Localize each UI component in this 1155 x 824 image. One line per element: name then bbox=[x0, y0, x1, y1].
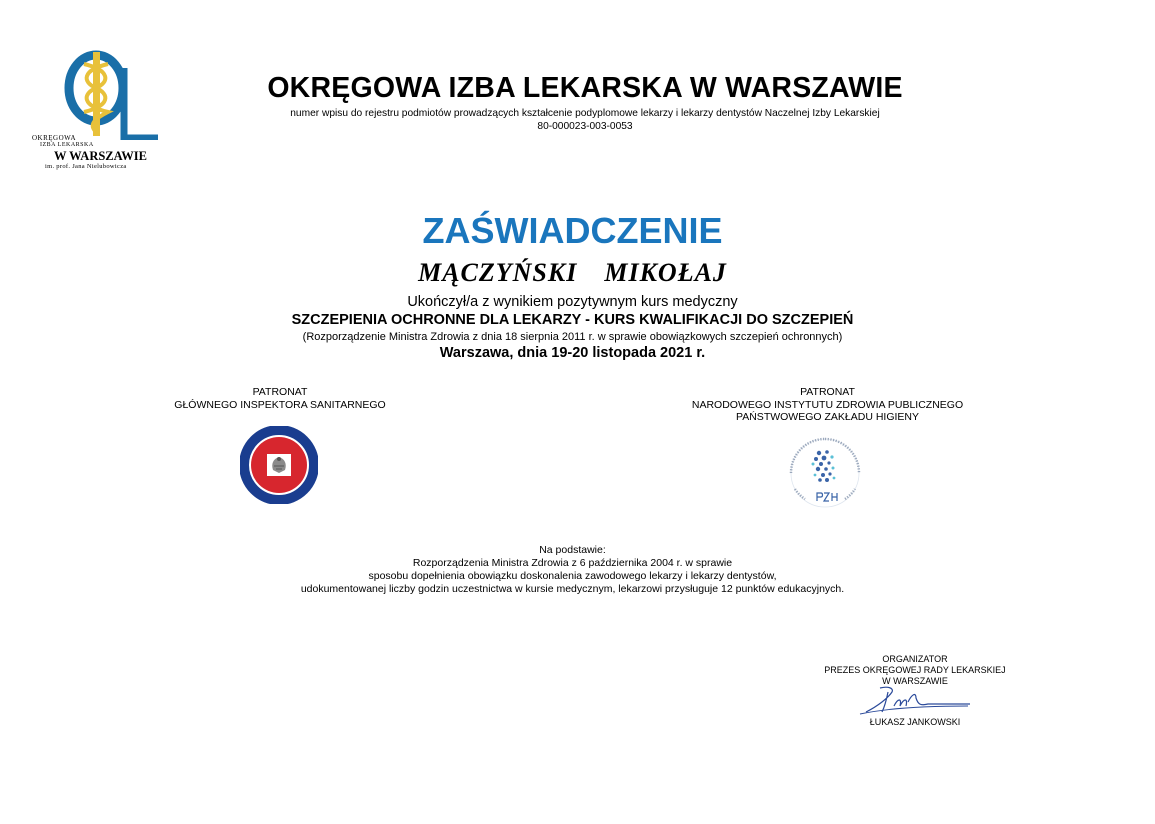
patron-right-name-2: PAŃSTWOWEGO ZAKŁADU HIGIENY bbox=[736, 411, 919, 423]
sanitary-inspection-seal bbox=[240, 426, 318, 504]
registry-line: numer wpisu do rejestru podmiotów prowadzących kształcenie podyplomowe lekarzy i lekarzy dentystów Naczelnej Izby Lekarskiej bbox=[290, 108, 880, 119]
organizer-label: ORGANIZATOR bbox=[882, 654, 948, 664]
legal-basis bbox=[200, 544, 945, 596]
logo-text-line4: im. prof. Jana Nielubowicza bbox=[45, 163, 127, 170]
chamber-logo bbox=[32, 50, 170, 175]
logo-text-line2: IZBA LEKARSKA bbox=[40, 142, 94, 148]
organizer-block bbox=[790, 654, 1040, 687]
completion-statement: Ukończył/a z wynikiem pozytywnym kurs medyczny bbox=[407, 294, 738, 310]
patron-left bbox=[130, 386, 430, 411]
recipient-name: MĄCZYŃSKI MIKOŁAJ bbox=[418, 258, 727, 287]
registry-number: 80-000023-003-0053 bbox=[537, 121, 633, 132]
place-date: Warszawa, dnia 19-20 listopada 2021 r. bbox=[439, 345, 706, 361]
basis-line: sposobu dopełnienia obowiązku doskonalenia zawodowego lekarzy i lekarzy dentystów, bbox=[368, 570, 777, 582]
pzh-institute-logo-icon bbox=[783, 433, 867, 513]
organizer-title-2: W WARSZAWIE bbox=[882, 676, 948, 686]
logo-text-line1: OKRĘGOWA bbox=[32, 134, 77, 142]
panstwowa-inspekcja-sanitarna-seal-icon bbox=[240, 426, 318, 504]
patron-left-label: PATRONAT bbox=[252, 386, 308, 398]
handwritten-signature-icon bbox=[858, 684, 978, 718]
patron-right bbox=[660, 386, 995, 424]
signer-name: ŁUKASZ JANKOWSKI bbox=[869, 717, 961, 727]
caduceus-oil-logo-icon bbox=[40, 50, 170, 140]
patron-right-name: NARODOWEGO INSTYTUTU ZDROWIA PUBLICZNEGO bbox=[691, 398, 964, 411]
basis-line: udokumentowanej liczby godzin uczestnictwa w kursie medycznym, lekarzowi przysługuje 12 punktów edukacyjnych. bbox=[300, 583, 845, 595]
course-regulation: (Rozporządzenie Ministra Zdrowia z dnia 18 sierpnia 2011 r. w sprawie obowiązkowych szczepień ochronnych) bbox=[302, 331, 843, 343]
basis-line: Rozporządzenia Ministra Zdrowia z 6 października 2004 r. w sprawie bbox=[412, 557, 733, 569]
course-name: SZCZEPIENIA OCHRONNE DLA LEKARZY - KURS KWALIFIKACJI DO SZCZEPIEŃ bbox=[291, 312, 854, 328]
organizer-title: PREZES OKRĘGOWEJ RADY LEKARSKIEJ bbox=[824, 665, 1006, 675]
pzh-institute-logo bbox=[783, 433, 867, 513]
certificate-title: ZAŚWIADCZENIE bbox=[422, 210, 723, 251]
patron-right-label: PATRONAT bbox=[800, 386, 855, 398]
organization-title: OKRĘGOWA IZBA LEKARSKA W WARSZAWIE bbox=[267, 72, 903, 104]
patron-left-name: GŁÓWNEGO INSPEKTORA SANITARNEGO bbox=[174, 398, 386, 411]
signature bbox=[858, 684, 978, 718]
logo-text-line3: W WARSZAWIE bbox=[54, 149, 147, 163]
basis-heading: Na podstawie: bbox=[539, 544, 606, 556]
